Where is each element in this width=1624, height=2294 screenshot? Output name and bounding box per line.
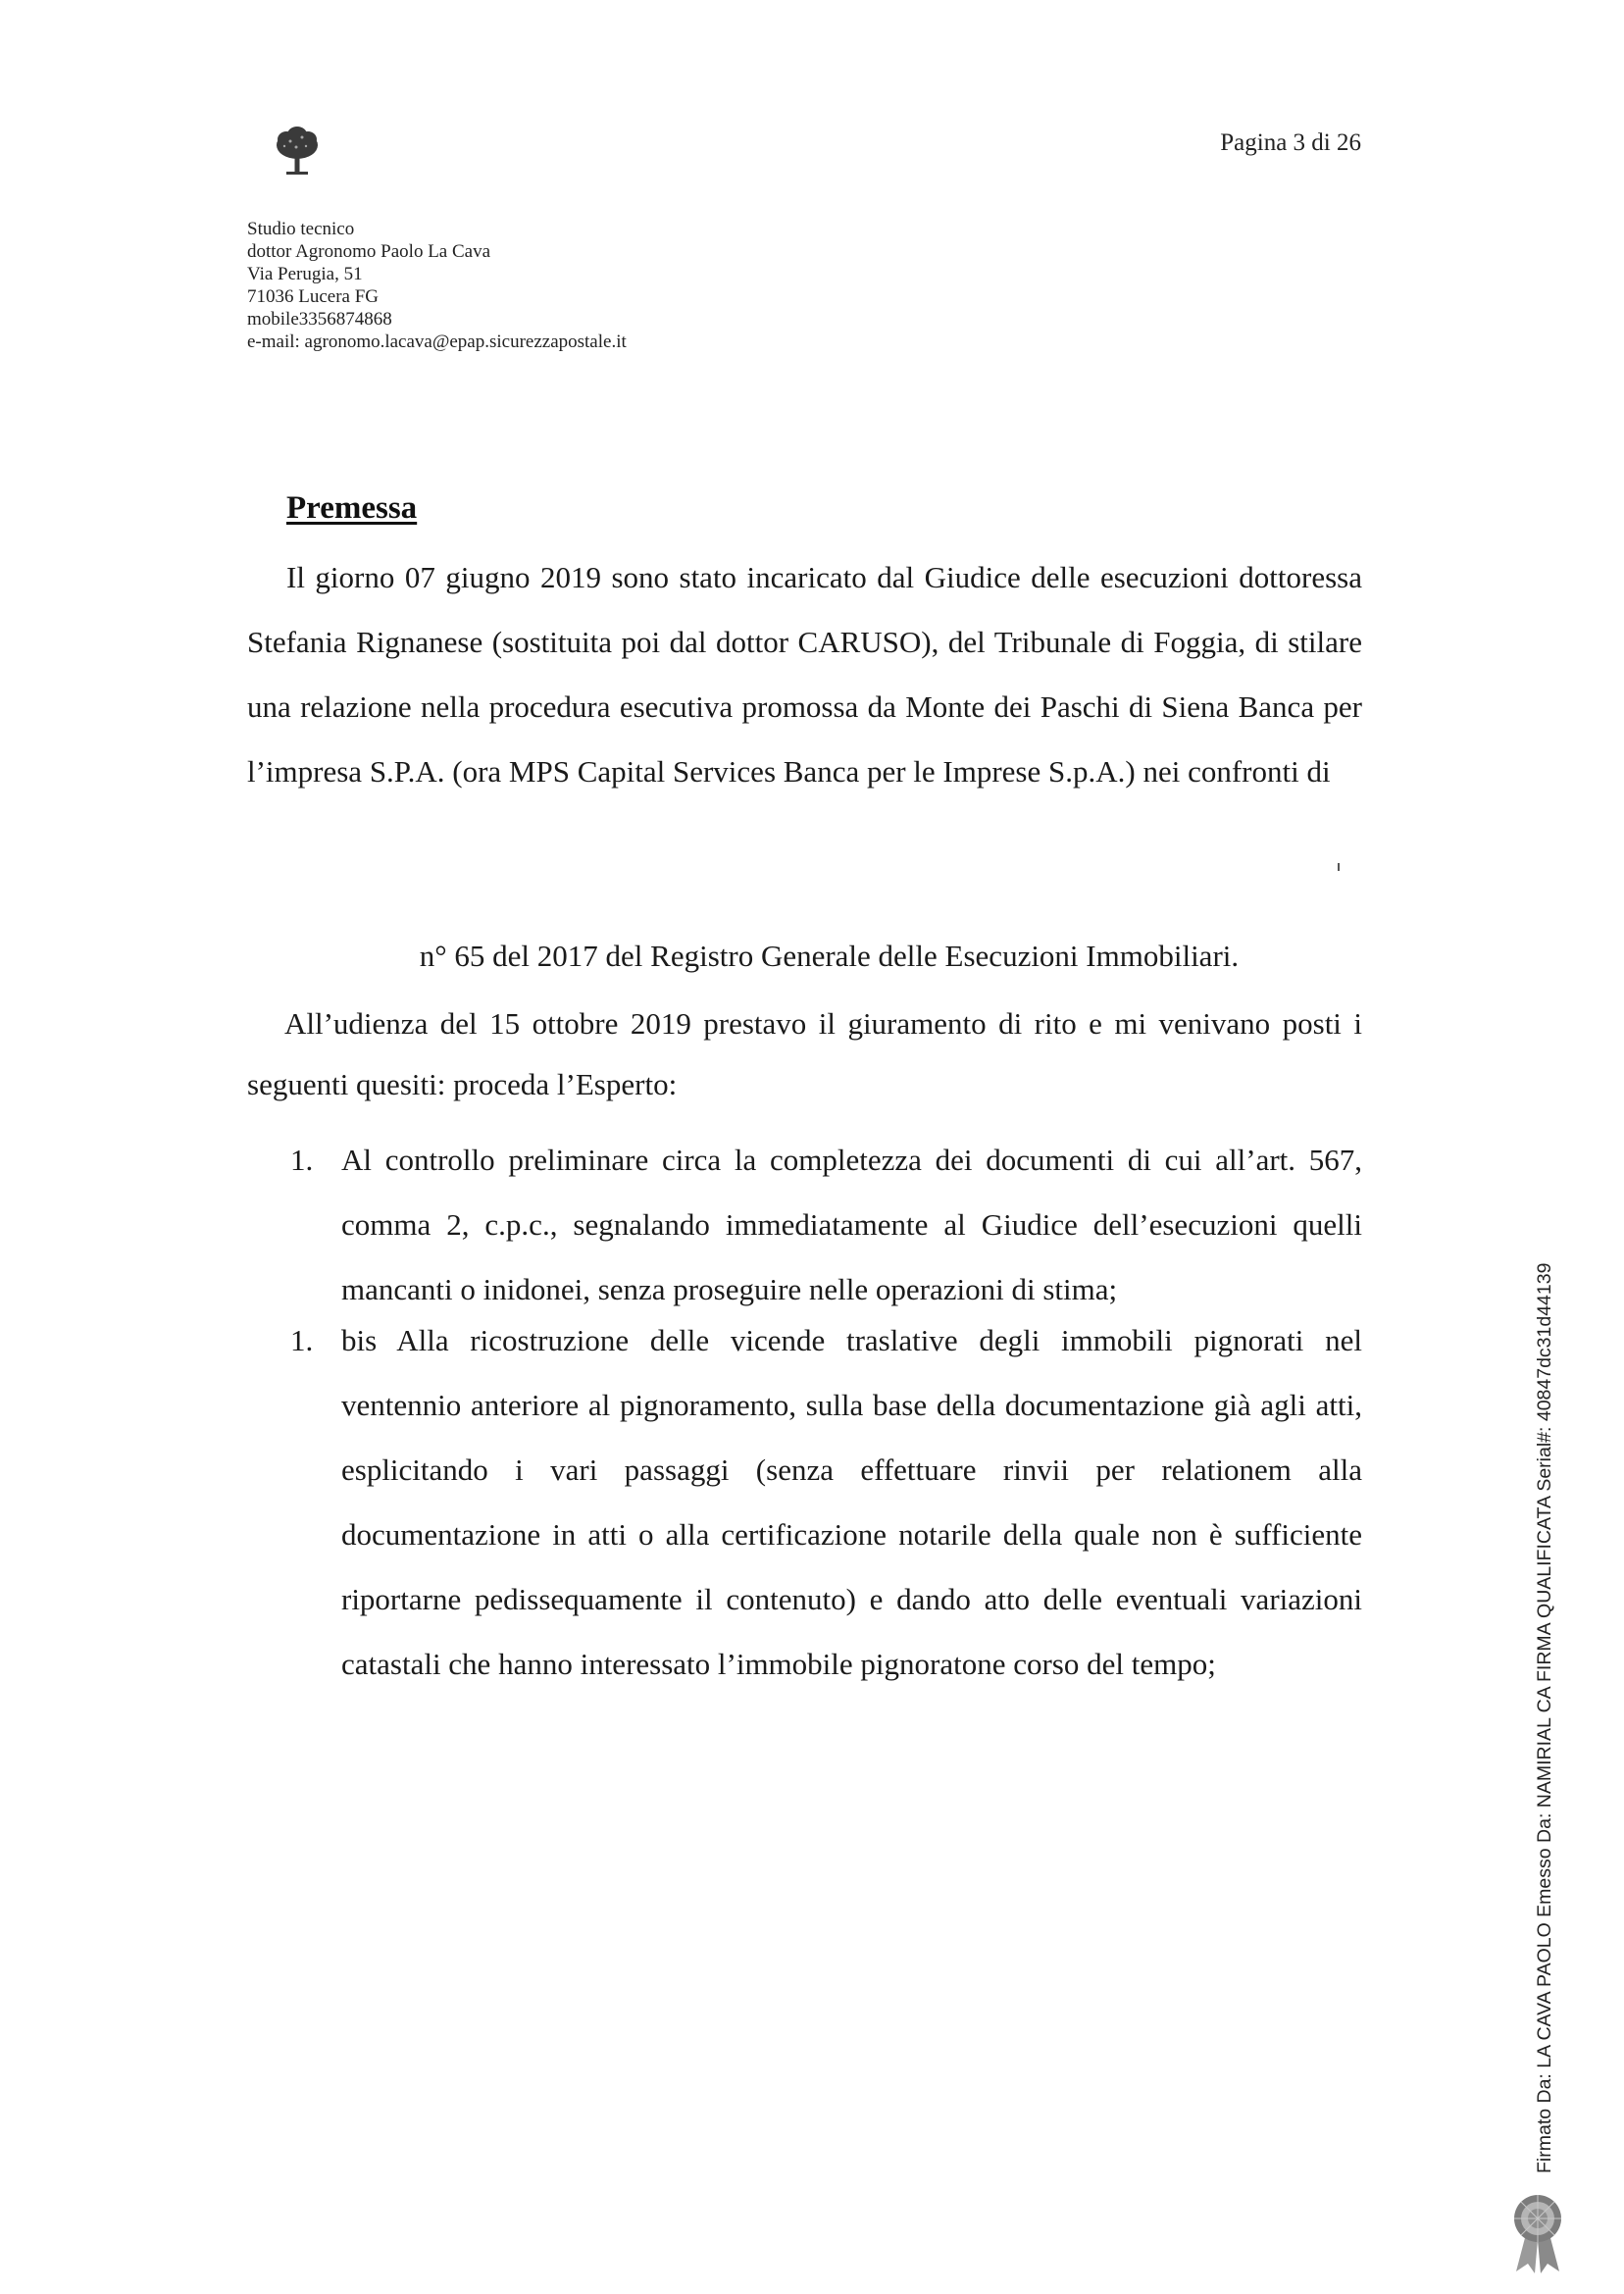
rosette-seal-icon bbox=[1508, 2191, 1567, 2275]
letterhead-line: Via Perugia, 51 bbox=[247, 264, 363, 284]
letterhead bbox=[247, 218, 627, 353]
section-title: Premessa bbox=[286, 490, 418, 526]
letterhead-line: dottor Agronomo Paolo La Cava bbox=[247, 241, 491, 262]
letterhead-line: mobile3356874868 bbox=[247, 309, 392, 330]
list-item-text: Al controllo preliminare circa la completezza dei documenti di cui all’art. 567, comma 2, c.p.c., segnalando immediatamente al Giudice dell’esecuzioni quelli mancanti o inidonei, senza proseguire nelle operazioni di stima; bbox=[341, 1143, 1362, 1306]
list-item bbox=[290, 1308, 1362, 1697]
list-item-marker: 1. bbox=[290, 1143, 314, 1177]
letterhead-line: Studio tecnico bbox=[247, 219, 355, 239]
letterhead-email: e-mail: agronomo.lacava@epap.sicurezzapostale.it bbox=[247, 331, 627, 352]
digital-signature-text: Firmato Da: LA CAVA PAOLO Emesso Da: NAMIRIAL CA FIRMA QUALIFICATA Serial#: 40847dc31d44139 bbox=[1534, 1262, 1555, 2173]
registry-paragraph: n° 65 del 2017 del Registro Generale delle Esecuzioni Immobiliari. bbox=[412, 939, 1240, 973]
list-item-text: bis Alla ricostruzione delle vicende traslative degli immobili pignorati nel ventennio anteriore al pignoramento, sulla base della documentazione già agli atti, esplicitando i vari passaggi (senza effettuare rinvii per relationem alla documentazione in atti o alla certificazione notarile della quale non è sufficiente riportarne pedissequamente il contenuto) e dando atto delle eventuali variazioni catastali che hanno interessato l’immobile pignoratone corso del tempo; bbox=[341, 1323, 1362, 1681]
oak-tree-icon bbox=[273, 126, 322, 182]
list-item-marker: 1. bbox=[290, 1323, 314, 1357]
hearing-paragraph: All’udienza del 15 ottobre 2019 prestavo il giuramento di rito e mi venivano posti i seguenti quesiti: proceda l’Esperto: bbox=[247, 1006, 1362, 1101]
intro-paragraph: Il giorno 07 giugno 2019 sono stato incaricato dal Giudice delle esecuzioni dottoressa Stefania Rignanese (sostituita poi dal dottor CARUSO), del Tribunale di Foggia, di stilare una relazione nella procedura esecutiva promossa da Monte dei Paschi di Siena Banca per l’impresa S.P.A. (ora MPS Capital Services Banca per le Imprese S.p.A.) nei confronti di bbox=[247, 560, 1362, 789]
margin-mark bbox=[1338, 863, 1340, 871]
list-item bbox=[290, 1128, 1362, 1322]
letterhead-line: 71036 Lucera FG bbox=[247, 286, 380, 307]
page-number: Pagina 3 di 26 bbox=[1220, 129, 1361, 156]
